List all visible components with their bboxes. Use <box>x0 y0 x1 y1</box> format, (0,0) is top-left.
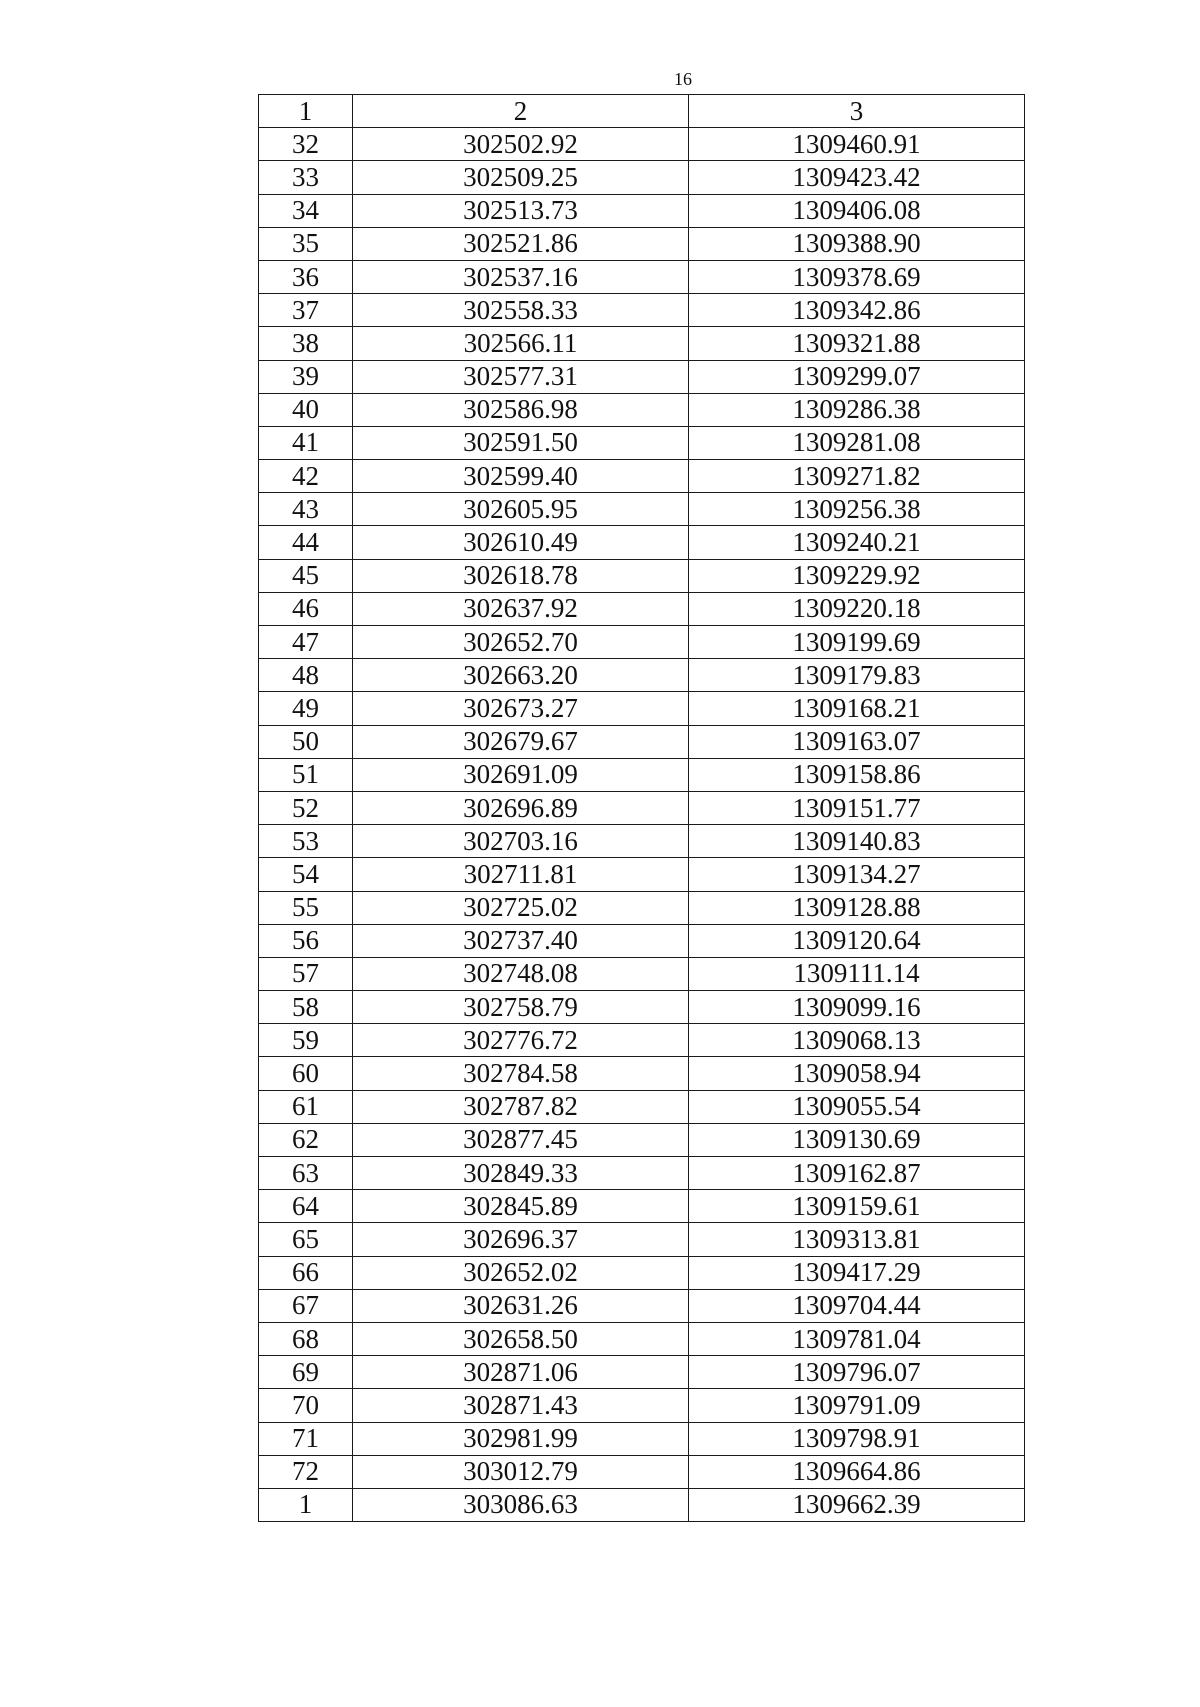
table-row <box>259 194 1025 227</box>
point-number-cell: 68 <box>259 1322 353 1355</box>
coordinate-x-cell: 302696.37 <box>353 1223 689 1256</box>
table-row <box>259 161 1025 194</box>
table-row <box>259 991 1025 1024</box>
point-number-cell: 43 <box>259 493 353 526</box>
coordinate-y-cell: 1309068.13 <box>689 1024 1025 1057</box>
header-cell-col3: 3 <box>689 95 1025 128</box>
coordinate-y-cell: 1309342.86 <box>689 294 1025 327</box>
table-row <box>259 1090 1025 1123</box>
point-number-cell: 69 <box>259 1356 353 1389</box>
coordinate-y-cell: 1309130.69 <box>689 1123 1025 1156</box>
coordinate-x-cell: 302658.50 <box>353 1322 689 1355</box>
point-number-cell: 58 <box>259 991 353 1024</box>
coordinate-y-cell: 1309099.16 <box>689 991 1025 1024</box>
table-row <box>259 1488 1025 1521</box>
coordinate-x-cell: 302521.86 <box>353 227 689 260</box>
coordinate-x-cell: 302663.20 <box>353 659 689 692</box>
table-row <box>259 327 1025 360</box>
coordinate-x-cell: 302652.02 <box>353 1256 689 1289</box>
coordinate-x-cell: 302845.89 <box>353 1190 689 1223</box>
table-row <box>259 592 1025 625</box>
table-row <box>259 659 1025 692</box>
point-number-cell: 66 <box>259 1256 353 1289</box>
coordinate-y-cell: 1309162.87 <box>689 1157 1025 1190</box>
coordinate-x-cell: 302591.50 <box>353 426 689 459</box>
coordinate-y-cell: 1309798.91 <box>689 1422 1025 1455</box>
point-number-cell: 33 <box>259 161 353 194</box>
coordinate-x-cell: 302537.16 <box>353 260 689 293</box>
coordinate-y-cell: 1309313.81 <box>689 1223 1025 1256</box>
coordinate-y-cell: 1309140.83 <box>689 825 1025 858</box>
point-number-cell: 62 <box>259 1123 353 1156</box>
table-row <box>259 1057 1025 1090</box>
coordinate-y-cell: 1309179.83 <box>689 659 1025 692</box>
header-cell-col2: 2 <box>353 95 689 128</box>
point-number-cell: 48 <box>259 659 353 692</box>
point-number-cell: 44 <box>259 526 353 559</box>
table-row <box>259 924 1025 957</box>
point-number-cell: 37 <box>259 294 353 327</box>
table-row <box>259 559 1025 592</box>
table-row <box>259 1157 1025 1190</box>
coordinate-y-cell: 1309055.54 <box>689 1090 1025 1123</box>
point-number-cell: 59 <box>259 1024 353 1057</box>
coordinate-x-cell: 303086.63 <box>353 1488 689 1521</box>
coordinate-y-cell: 1309128.88 <box>689 891 1025 924</box>
coordinate-y-cell: 1309662.39 <box>689 1488 1025 1521</box>
coordinate-x-cell: 302981.99 <box>353 1422 689 1455</box>
table-row <box>259 1455 1025 1488</box>
table-row <box>259 1322 1025 1355</box>
coordinate-y-cell: 1309240.21 <box>689 526 1025 559</box>
coordinate-x-cell: 302703.16 <box>353 825 689 858</box>
table-header <box>259 95 1025 128</box>
point-number-cell: 40 <box>259 393 353 426</box>
table-row <box>259 1422 1025 1455</box>
table-row <box>259 426 1025 459</box>
table-row <box>259 1223 1025 1256</box>
table-row <box>259 791 1025 824</box>
table-row <box>259 393 1025 426</box>
table-row <box>259 227 1025 260</box>
coordinate-x-cell: 302877.45 <box>353 1123 689 1156</box>
point-number-cell: 65 <box>259 1223 353 1256</box>
coordinate-x-cell: 302725.02 <box>353 891 689 924</box>
coordinate-x-cell: 302558.33 <box>353 294 689 327</box>
table-row <box>259 858 1025 891</box>
coordinate-y-cell: 1309199.69 <box>689 626 1025 659</box>
coordinate-x-cell: 302610.49 <box>353 526 689 559</box>
point-number-cell: 32 <box>259 128 353 161</box>
coordinate-y-cell: 1309120.64 <box>689 924 1025 957</box>
header-row <box>259 95 1025 128</box>
table-row <box>259 758 1025 791</box>
point-number-cell: 45 <box>259 559 353 592</box>
coordinate-x-cell: 302758.79 <box>353 991 689 1024</box>
point-number-cell: 57 <box>259 957 353 990</box>
coordinate-x-cell: 302849.33 <box>353 1157 689 1190</box>
coordinate-x-cell: 302566.11 <box>353 327 689 360</box>
coordinate-x-cell: 302502.92 <box>353 128 689 161</box>
table-row <box>259 128 1025 161</box>
table-row <box>259 526 1025 559</box>
coordinate-y-cell: 1309796.07 <box>689 1356 1025 1389</box>
table-row <box>259 626 1025 659</box>
point-number-cell: 63 <box>259 1157 353 1190</box>
point-number-cell: 42 <box>259 460 353 493</box>
table-row <box>259 460 1025 493</box>
coordinate-y-cell: 1309460.91 <box>689 128 1025 161</box>
coordinate-y-cell: 1309388.90 <box>689 227 1025 260</box>
point-number-cell: 47 <box>259 626 353 659</box>
coordinate-y-cell: 1309321.88 <box>689 327 1025 360</box>
coordinate-y-cell: 1309163.07 <box>689 725 1025 758</box>
table-row <box>259 1289 1025 1322</box>
coordinate-x-cell: 302679.67 <box>353 725 689 758</box>
coordinate-x-cell: 302599.40 <box>353 460 689 493</box>
point-number-cell: 36 <box>259 260 353 293</box>
coordinate-y-cell: 1309158.86 <box>689 758 1025 791</box>
coordinate-x-cell: 302737.40 <box>353 924 689 957</box>
coordinate-x-cell: 302776.72 <box>353 1024 689 1057</box>
header-cell-col1: 1 <box>259 95 353 128</box>
coordinate-x-cell: 302618.78 <box>353 559 689 592</box>
coordinate-x-cell: 302577.31 <box>353 360 689 393</box>
coordinate-x-cell: 302673.27 <box>353 692 689 725</box>
point-number-cell: 53 <box>259 825 353 858</box>
coordinate-x-cell: 302586.98 <box>353 393 689 426</box>
table-row <box>259 1389 1025 1422</box>
table-row <box>259 725 1025 758</box>
point-number-cell: 71 <box>259 1422 353 1455</box>
table-row <box>259 1024 1025 1057</box>
point-number-cell: 72 <box>259 1455 353 1488</box>
coordinate-y-cell: 1309423.42 <box>689 161 1025 194</box>
point-number-cell: 64 <box>259 1190 353 1223</box>
table-row <box>259 360 1025 393</box>
point-number-cell: 38 <box>259 327 353 360</box>
coordinate-x-cell: 302509.25 <box>353 161 689 194</box>
page-number: 16 <box>674 69 692 89</box>
coordinate-x-cell: 302871.43 <box>353 1389 689 1422</box>
point-number-cell: 46 <box>259 592 353 625</box>
coordinate-y-cell: 1309111.14 <box>689 957 1025 990</box>
table-row <box>259 294 1025 327</box>
table-row <box>259 1190 1025 1223</box>
point-number-cell: 50 <box>259 725 353 758</box>
table-row <box>259 692 1025 725</box>
coordinate-x-cell: 303012.79 <box>353 1455 689 1488</box>
point-number-cell: 54 <box>259 858 353 891</box>
coordinate-x-cell: 302513.73 <box>353 194 689 227</box>
coordinate-x-cell: 302605.95 <box>353 493 689 526</box>
coordinate-y-cell: 1309271.82 <box>689 460 1025 493</box>
point-number-cell: 60 <box>259 1057 353 1090</box>
coordinate-y-cell: 1309406.08 <box>689 194 1025 227</box>
coordinate-x-cell: 302631.26 <box>353 1289 689 1322</box>
coordinate-x-cell: 302871.06 <box>353 1356 689 1389</box>
coordinate-y-cell: 1309134.27 <box>689 858 1025 891</box>
coordinate-x-cell: 302696.89 <box>353 791 689 824</box>
table-row <box>259 891 1025 924</box>
coordinates-table <box>258 94 1025 1522</box>
coordinate-y-cell: 1309286.38 <box>689 393 1025 426</box>
coordinate-y-cell: 1309058.94 <box>689 1057 1025 1090</box>
point-number-cell: 61 <box>259 1090 353 1123</box>
coordinate-y-cell: 1309378.69 <box>689 260 1025 293</box>
table-body <box>259 128 1025 1522</box>
point-number-cell: 49 <box>259 692 353 725</box>
coordinate-y-cell: 1309704.44 <box>689 1289 1025 1322</box>
coordinate-x-cell: 302787.82 <box>353 1090 689 1123</box>
coordinate-y-cell: 1309159.61 <box>689 1190 1025 1223</box>
coordinate-y-cell: 1309168.21 <box>689 692 1025 725</box>
coordinate-y-cell: 1309281.08 <box>689 426 1025 459</box>
table-row <box>259 493 1025 526</box>
point-number-cell: 52 <box>259 791 353 824</box>
point-number-cell: 70 <box>259 1389 353 1422</box>
coordinate-x-cell: 302711.81 <box>353 858 689 891</box>
coordinate-y-cell: 1309220.18 <box>689 592 1025 625</box>
coordinate-y-cell: 1309229.92 <box>689 559 1025 592</box>
coordinate-y-cell: 1309791.09 <box>689 1389 1025 1422</box>
point-number-cell: 1 <box>259 1488 353 1521</box>
point-number-cell: 35 <box>259 227 353 260</box>
coordinate-y-cell: 1309664.86 <box>689 1455 1025 1488</box>
coordinate-x-cell: 302691.09 <box>353 758 689 791</box>
coordinate-x-cell: 302784.58 <box>353 1057 689 1090</box>
coordinate-y-cell: 1309781.04 <box>689 1322 1025 1355</box>
coordinate-x-cell: 302748.08 <box>353 957 689 990</box>
table-row <box>259 1256 1025 1289</box>
table-row <box>259 957 1025 990</box>
table-row <box>259 1356 1025 1389</box>
point-number-cell: 34 <box>259 194 353 227</box>
coordinate-y-cell: 1309151.77 <box>689 791 1025 824</box>
point-number-cell: 55 <box>259 891 353 924</box>
coordinate-y-cell: 1309417.29 <box>689 1256 1025 1289</box>
point-number-cell: 39 <box>259 360 353 393</box>
coordinate-x-cell: 302637.92 <box>353 592 689 625</box>
table-row <box>259 1123 1025 1156</box>
coordinate-y-cell: 1309256.38 <box>689 493 1025 526</box>
coordinate-y-cell: 1309299.07 <box>689 360 1025 393</box>
table-row <box>259 260 1025 293</box>
point-number-cell: 67 <box>259 1289 353 1322</box>
table-row <box>259 825 1025 858</box>
coordinate-x-cell: 302652.70 <box>353 626 689 659</box>
point-number-cell: 41 <box>259 426 353 459</box>
point-number-cell: 51 <box>259 758 353 791</box>
point-number-cell: 56 <box>259 924 353 957</box>
